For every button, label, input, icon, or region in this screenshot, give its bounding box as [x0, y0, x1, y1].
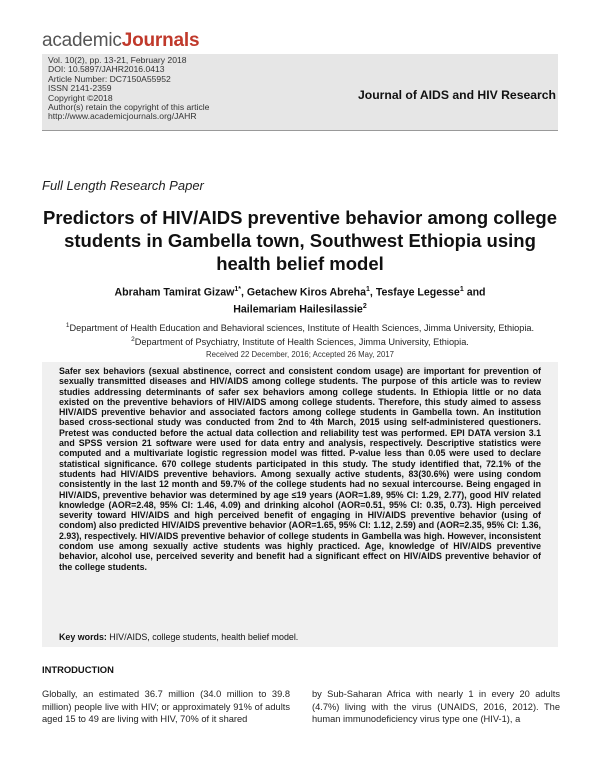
meta-doi: DOI: 10.5897/JAHR2016.0413 — [48, 64, 165, 75]
meta-article-number: Article Number: DC7150A55952 — [48, 73, 171, 84]
article-meta-box — [42, 54, 558, 130]
affiliation-1 — [30, 320, 570, 334]
meta-url[interactable]: http://www.academicjournals.org/JAHR — [48, 111, 197, 122]
affiliation-mark: 2 — [131, 336, 135, 344]
keywords-label: Key words: — [59, 632, 107, 642]
meta-lines — [48, 56, 209, 122]
author-name: Tesfaye Legesse — [375, 286, 460, 299]
header-divider — [42, 130, 558, 131]
affiliations — [30, 320, 570, 348]
affiliation-mark: 1 — [65, 322, 70, 329]
author-affil-mark: 2 — [362, 302, 367, 310]
affiliation-text: Department of Psychiatry, Institute of Health Sciences, Jimma University, Ethiopia. — [134, 337, 469, 348]
meta-copyright: Copyright ©2018 — [48, 92, 113, 103]
meta-issn: ISSN 2141-2359 — [48, 83, 112, 94]
intro-column-left: Globally, an estimated 36.7 million (34.0 million to 39.8 million) people live with HIV; or approximately 91% of adults aged 15 to 49 are living with HIV, 70% of it shared — [42, 689, 290, 725]
meta-volume: Vol. 10(2), pp. 13-21, February 2018 — [48, 55, 187, 65]
author-affil-mark: 1 — [459, 286, 464, 293]
introduction-heading: INTRODUCTION — [42, 664, 114, 675]
author-name: Hailemariam Hailesilassie — [233, 303, 363, 316]
paper-type: Full Length Research Paper — [42, 178, 204, 193]
author-conjunction: and — [466, 286, 486, 299]
abstract-box — [42, 362, 558, 647]
logo-part-journals: Journals — [121, 30, 200, 51]
author-affil-mark: 1 — [366, 286, 370, 293]
journal-title: Journal of AIDS and HIV Research — [358, 88, 556, 102]
author-name: Getachew Kiros Abreha — [246, 286, 367, 299]
logo-part-academic: academic — [42, 30, 122, 51]
affiliation-text: Department of Health Education and Behavioral sciences, Institute of Health Sciences, Jimma University, Ethiopia. — [69, 323, 535, 334]
keywords — [59, 632, 298, 642]
author-name: Abraham Tamirat Gizaw — [114, 286, 235, 299]
publisher-logo — [42, 30, 199, 52]
received-dates: Received 22 December, 2016; Accepted 26 May, 2017 — [206, 350, 394, 359]
intro-column-right: by Sub-Saharan Africa with nearly 1 in every 20 adults (4.7%) living with the virus (UNAIDS, 2016, 2012). The human immunodeficiency virus type one (HIV-1), a — [312, 689, 560, 725]
paper-title: Predictors of HIV/AIDS preventive behavior among college students in Gambella town, Southwest Ethiopia using health belief model — [42, 207, 558, 274]
author-affil-mark: 1* — [234, 286, 241, 293]
meta-rights: Author(s) retain the copyright of this article — [48, 102, 210, 113]
keywords-text: HIV/AIDS, college students, health belief model. — [106, 632, 299, 642]
abstract-text: Safer sex behaviors (sexual abstinence, correct and consistent condom usage) are important for prevention of sexually transmitted diseases and HIV/AIDS among college students. The purpose of this article was to review studies addressing determinants of safer sex behaviors among college students. In Ethiopia little or no data existed on the preventive behaviors of HIV/AIDS among college students. Therefore, this study aimed to assess HIV/AIDS preventive behavior and associated factors among college students in Gambella town. An institution based cross-sectional study was conducted from 2nd to 4th March, 2015 using self-administered questioners. Pretest was conducted before the actual data collection and reliability test was performed. EPI DATA version 3.1 and SPSS version 21 software were used for data entry and analysis, respectively. Descriptive statistics were computed and a multivariate logistic regression model was fitted. P-value less than 0.05 were used to declare statistical significance. 670 college students participated in this study. The study identified that, 72.1% of the students had HIV/AIDS preventive behaviors. Among sexually active students, 83(30.6%) were using condom consistently in the last 12 month and 59.7% of the college students had no sexual intercourse. Being engaged in HIV/AIDS, preventive behavior was determined by age ≤19 years (AOR=1.89, 95% CI: 1.29, 2.77), good HIV related knowledge (AOR=2.48, 95% CI: 1.46, 4.09) and drinking alcohol (AOR=0.51, 95% CI: 0.35, 0.73). High perceived severity toward HIV/AIDS and high perceived benefit of engaging in HIV/AIDS preventive behavior (using of condom) also predicted HIV/AIDS preventive behavior (AOR=1.65, 95% CI: 1.12, 2.59) and (AOR=2.35, 95% CI: 1.36, 2.93), respectively. HIV/AIDS preventive behavior of college students in Gambella was high. However, inconsistent condom use among sexually active students was highly practiced. Age, knowledge of HIV/AIDS preventive behavior, alcohol use, perceived severity and benefit had a significant effect on HIV/AIDS preventive behavior of the college students. — [59, 366, 541, 572]
author-list: Abraham Tamirat Gizaw$^{1*}$, Getachew Kiros Abreha$^1$, Tesfaye Legesse$^1$ and Hailemariam Hailesilassie$^2$ — [114, 286, 486, 316]
affiliation-2 — [30, 334, 570, 348]
